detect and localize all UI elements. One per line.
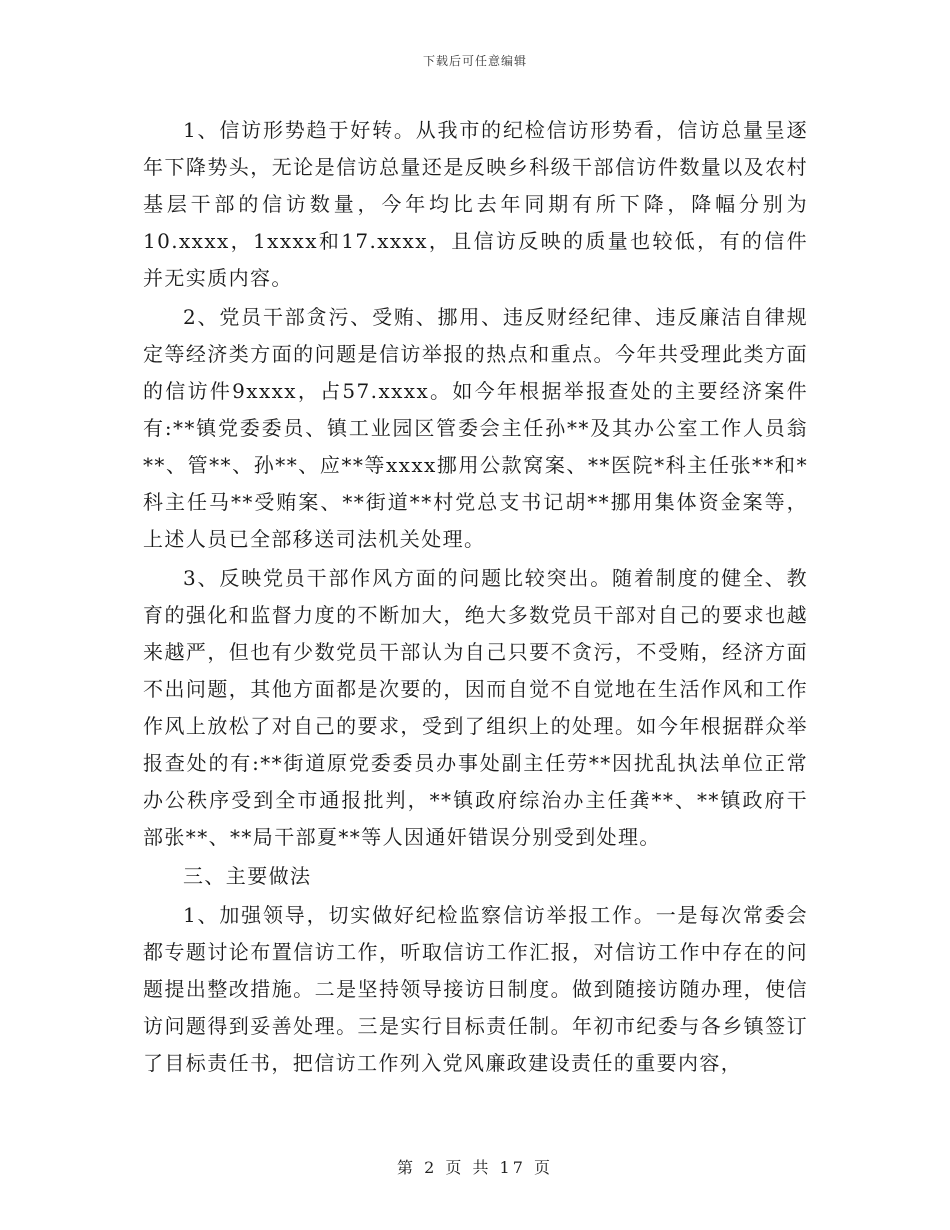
paragraph-1: 1、信访形势趋于好转。从我市的纪检信访形势看，信访总量呈逐年下降势头，无论是信访总量还是反映乡科级干部信访件数量以及农村基层干部的信访数量，今年均比去年同期有所下降，降幅分别为10.xxxx，1xxxx和17.xxxx，且信访反映的质量也较低，有的信件并无实质内容。 <box>143 118 808 290</box>
document-body <box>143 112 808 1084</box>
paragraph-3: 3、反映党员干部作风方面的问题比较突出。随着制度的健全、教育的强化和监督力度的不断加大，绝大多数党员干部对自己的要求也越来越严，但也有少数党员干部认为自己只要不贪污，不受贿，经济方面不出问题，其他方面都是次要的，因而自觉不自觉地在生活作风和工作作风上放松了对自己的要求，受到了组织上的处理。如今年根据群众举报查处的有:**街道原党委委员办事处副主任劳**因扰乱执法单位正常办公秩序受到全市通报批判，**镇政府综治办主任龚**、**镇政府干部张**、**局干部夏**等人因通奸错误分别受到处理。 <box>143 566 808 849</box>
page-header: 下载后可任意编辑 <box>422 54 527 68</box>
section-heading: 三、主要做法 <box>183 864 312 888</box>
paragraph-4: 1、加强领导，切实做好纪检监察信访举报工作。一是每次常委会都专题讨论布置信访工作，听取信访工作汇报，对信访工作中存在的问题提出整改措施。二是坚持领导接访日制度。做到随接访随办理，使信访问题得到妥善处理。三是实行目标责任制。年初市纪委与各乡镇签订了目标责任书，把信访工作列入党风廉政建设责任的重要内容， <box>143 903 808 1075</box>
page-number: 第 2 页 共 17 页 <box>397 1158 553 1177</box>
paragraph-2: 2、党员干部贪污、受贿、挪用、违反财经纪律、违反廉洁自律规定等经济类方面的问题是信访举报的热点和重点。今年共受理此类方面的信访件9xxxx，占57.xxxx。如今年根据举报查处的主要经济案件有:**镇党委委员、镇工业园区管委会主任孙**及其办公室工作人员翁**、管**、孙**、应**等xxxx挪用公款窝案、**医院*科主任张**和*科主任马**受贿案、**街道**村党总支书记胡**挪用集体资金案等，上述人员已全部移送司法机关处理。 <box>143 305 808 551</box>
